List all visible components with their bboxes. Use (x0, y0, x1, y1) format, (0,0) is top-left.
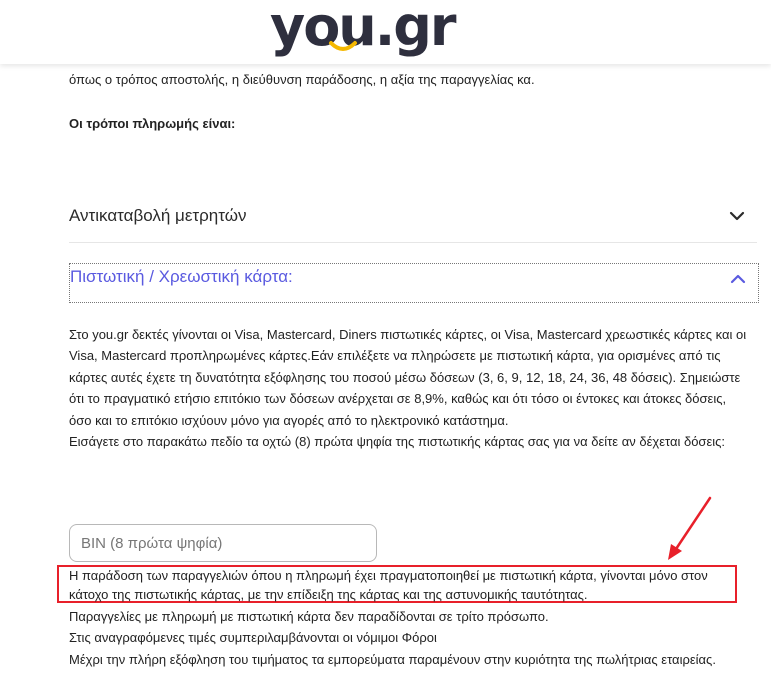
additional-notes (69, 606, 749, 670)
site-header (0, 0, 771, 64)
smile-icon (328, 40, 358, 54)
chevron-down-icon[interactable] (729, 208, 745, 224)
arrow-icon (660, 494, 720, 564)
payment-methods-title: Οι τρόποι πληρωμής είναι: (69, 116, 236, 131)
logo-gr: gr (393, 0, 455, 58)
intro-partial-line: όπως ο τρόπος αποστολής, η διεύθυνση παράδοσης, η αξία της παραγγελίας κα. (69, 72, 535, 87)
accordion-item-credit-card[interactable] (69, 263, 759, 303)
logo-you: you (270, 0, 375, 58)
bin-instruction: Εισάγετε στο παρακάτω πεδίο τα οχτώ (8) πρώτα ψηφία της πιστωτικής κάρτας σας για να δείτε αν δέχεται δόσεις: (69, 434, 726, 450)
accordion-title: Πιστωτική / Χρεωστική κάρτα: (70, 267, 293, 286)
delivery-cardholder-note: Η παράδοση των παραγγελιών όπου η πληρωμή έχει πραγματοποιηθεί με πιστωτική κάρτα, γίνονται μόνο στον κάτοχο της πιστωτικής κάρτας, με την επίδειξη της κάρτας και της αστυνομικής ταυτότητας. (69, 568, 708, 602)
bin-input[interactable] (69, 524, 377, 562)
note-ownership: Μέχρι την πλήρη εξόφληση του τιμήματος τα εμπορεύματα παραμένουν στην κυριότητα της πωλήτριας εταιρείας. (69, 651, 716, 667)
site-logo[interactable] (270, 0, 455, 60)
note-third-party: Παραγγελίες με πληρωμή με πιστωτική κάρτα δεν παραδίδονται σε τρίτο πρόσωπο. (69, 609, 549, 624)
card-info-text (69, 324, 749, 452)
card-info-paragraph: Στο you.gr δεκτές γίνονται οι Visa, Mastercard, Diners πιστωτικές κάρτες, οι Visa, Mastercard χρεωστικές κάρτες και οι Visa, Mastercard προπληρωμένες κάρτες.Εάν επιλέξετε να πληρώσετε με πιστωτική κάρτα, για ορισμένες από τις κάρτες αυτές έχετε τη δυνατότητα εξόφλησης του ποσού μέσω δόσεων (3, 6, 9, 12, 18, 24, 36, 48 δόσεις). Σημειώστε ότι το πραγματικό ετήσιο επιτόκιο των δόσεων ανέρχεται σε 8,9%, καθώς και ότι τόσο οι έντοκες και άτοκες δόσεις, όσο και το επιτόκιο ισχύουν μόνο για αγορές από το ηλεκτρονικό κατάστημα. (69, 327, 747, 428)
chevron-up-icon[interactable] (730, 271, 746, 287)
accordion-title: Αντικαταβολή μετρητών (69, 206, 247, 225)
note-taxes: Στις αναγραφόμενες τιμές συμπεριλαμβάνονται οι νόμιμοι Φόροι (69, 630, 437, 646)
accordion-item-cash-on-delivery[interactable] (69, 194, 757, 243)
logo-dot: . (374, 0, 394, 58)
